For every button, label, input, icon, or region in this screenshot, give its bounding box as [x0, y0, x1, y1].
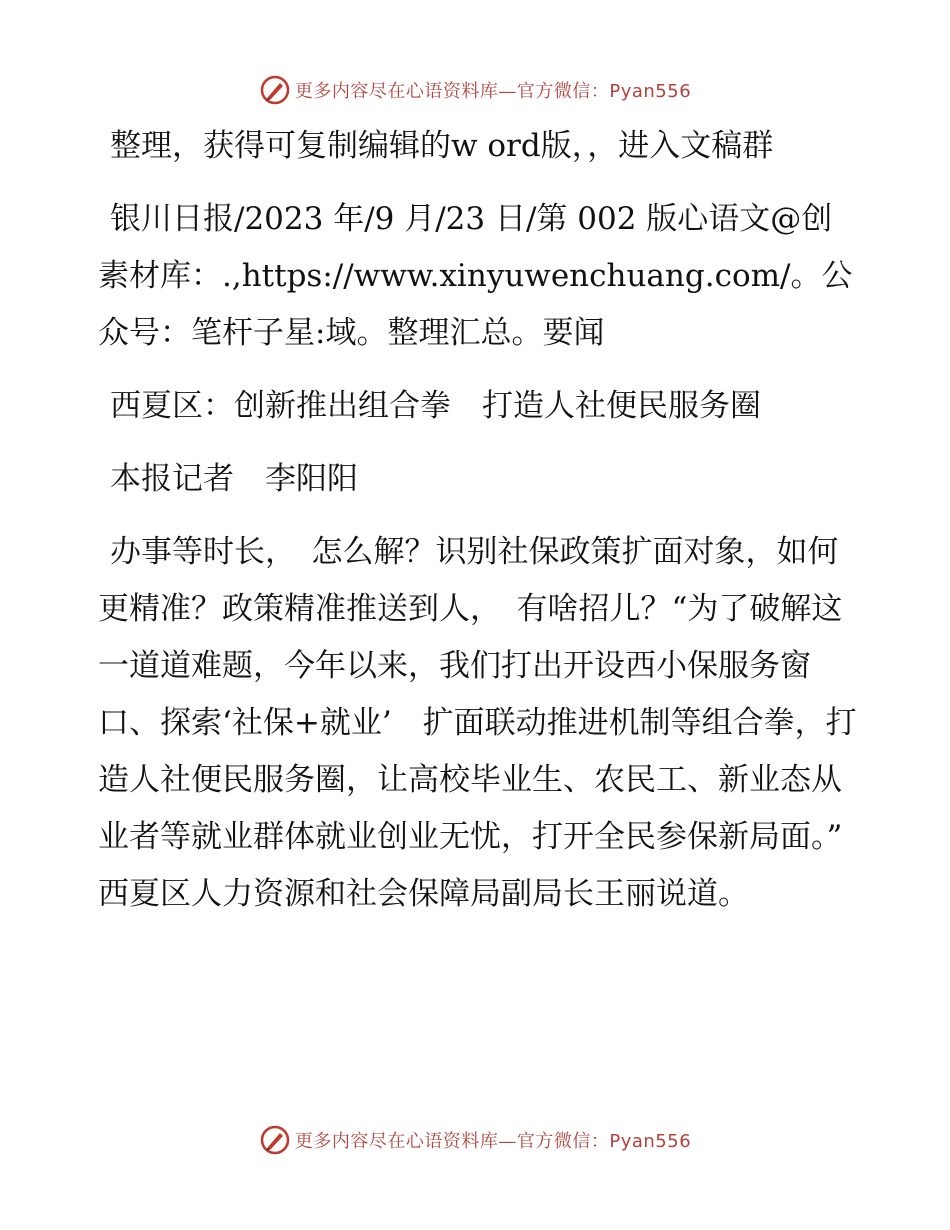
paragraph-intro: 整理，获得可复制编辑的w ord版，，进入文稿群 — [110, 128, 774, 164]
pen-logo-icon — [259, 74, 291, 106]
paragraph-source: 银川日报/2023 年/9 月/23 日/第 002 版心语文@创素材库：.,https://www.xinyuwenchuang.com/。公众号：笔杆子星:域。整理汇总。要闻 — [98, 201, 853, 351]
banner-label: 更多内容尽在心语资料库—官方微信： — [294, 1131, 610, 1152]
banner-label: 更多内容尽在心语资料库—官方微信： — [294, 81, 610, 102]
article-byline: 本报记者 李阳阳 — [110, 461, 358, 497]
article-headline: 西夏区：创新推出组合拳 打造人社便民服务圈 — [110, 388, 761, 424]
banner-text — [295, 77, 691, 103]
article-body-paragraph: 办事等时长， 怎么解？识别社保政策扩面对象，如何更精准？政策精准推送到人， 有啥招儿？“为了破解这一道道难题，今年以来，我们打出开设西小保服务窗口、探索‘社保+就业’ 扩面联动推进机制等组合拳，打造人社便民服务圈，让高校毕业生、农民工、新业态从业者等就业群体就业创业无忧，打开全民参保新局面。” 西夏区人力资源和社会保障局副局长王丽说道。 — [98, 534, 874, 912]
footer-watermark-banner — [0, 1120, 950, 1160]
document-body — [98, 118, 874, 939]
banner-wechat-id: Pyan556 — [609, 1131, 692, 1152]
banner-wechat-id: Pyan556 — [609, 81, 692, 102]
header-watermark-banner — [0, 70, 950, 110]
banner-text — [295, 1127, 691, 1153]
pen-logo-icon — [259, 1124, 291, 1156]
